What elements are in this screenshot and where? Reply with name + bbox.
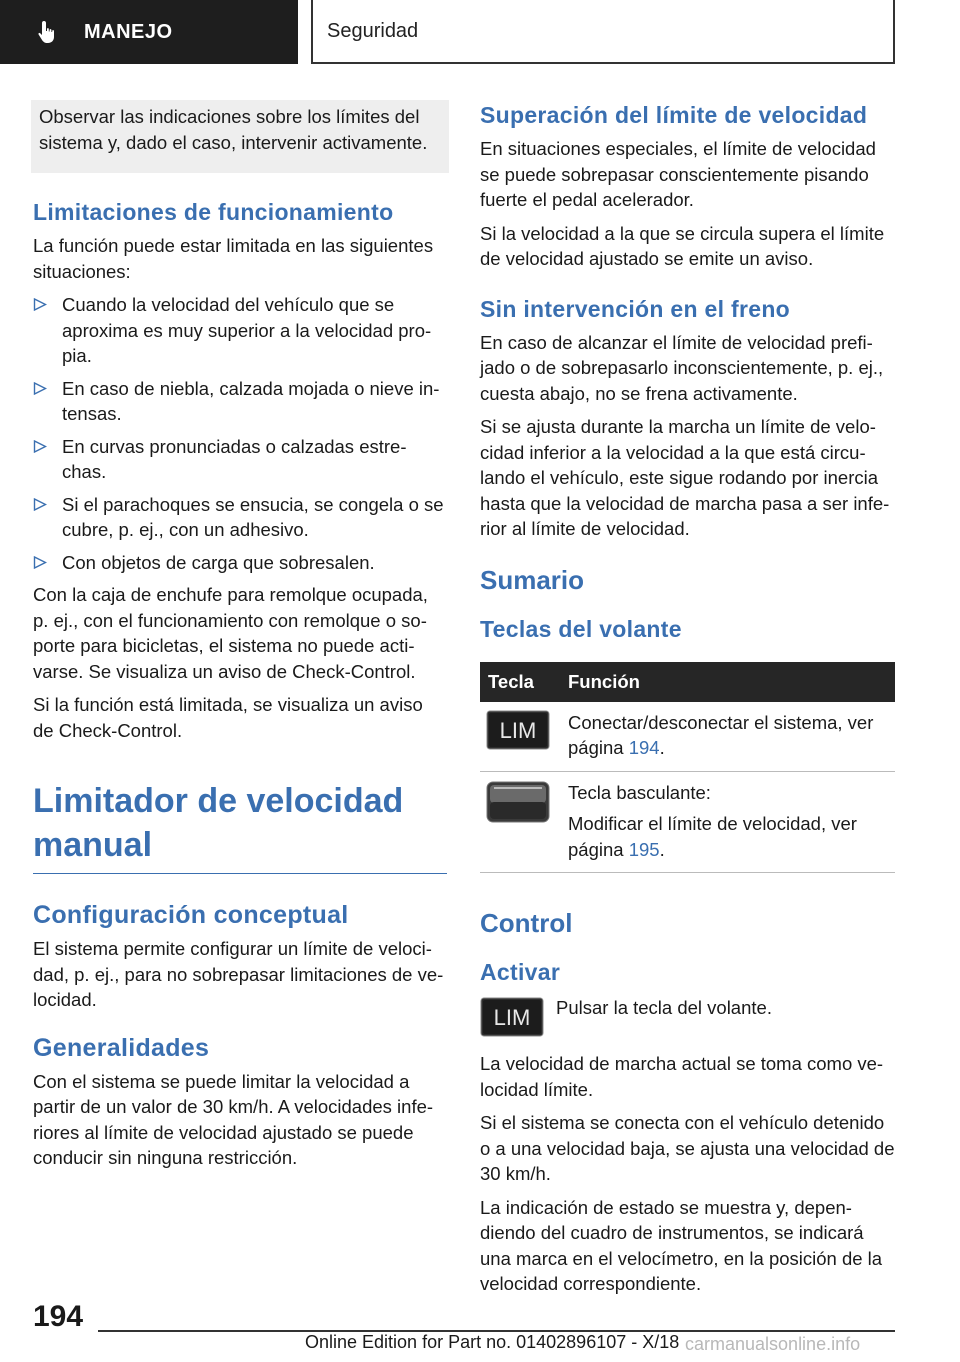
row1-text: Conectar/desconectar el sistema, ver página — [568, 711, 874, 758]
list-item — [33, 492, 447, 543]
exceed-text-2: Si la velocidad a la que se circula supera el límite de velocidad ajustado se emite un aviso. — [480, 222, 885, 269]
summary-heading: Sumario — [480, 564, 585, 595]
control-text-3: La indicación de estado se muestra y, depen-diendo del cuadro de instrumentos, se indicará una marca en el velocímetro, en la posición de la velocidad correspondiente. — [480, 1196, 883, 1294]
watermark: carmanualsonline.info — [685, 1334, 861, 1354]
key-cell — [480, 702, 560, 772]
note-box — [31, 100, 449, 173]
trailer-text: Con la caja de enchufe para remolque ocupada, p. ej., con el funcionamiento con remolque o so-porte para bicicletas, el sistema no puede acti-varse. Se visualiza un aviso de Check-Control. — [33, 584, 428, 682]
hand-pointer-icon — [34, 18, 62, 46]
chapter-label: Seguridad — [327, 19, 419, 42]
exceed-text-1: En situaciones especiales, el límite de velocidad se puede sobrepasar conscientemente pisando fuerte el pedal acelerador. — [480, 138, 876, 210]
col-function-header: Función — [560, 662, 895, 702]
page-link-195[interactable]: 195 — [628, 838, 660, 860]
section-label: MANEJO — [84, 20, 173, 43]
keys-table — [480, 662, 895, 874]
list-item — [33, 550, 447, 576]
function-cell: Conectar/desconectar el sistema, ver página 194. — [560, 702, 895, 772]
page-number: 194 — [33, 1300, 84, 1333]
page-header — [0, 0, 960, 66]
main-heading: Limitador de velocidad manual — [33, 779, 447, 874]
activate-text: Pulsar la tecla del volante. — [556, 997, 772, 1018]
brake-text-2: Si se ajusta durante la marcha un límite de velo-cidad inferior a la velocidad a la que está circu-lando el vehículo, este sigue rodando por inercia hasta que la velocidad de marcha pasa a ser infe-rior al límite de velocidad. — [480, 416, 890, 539]
function-cell: Tecla basculante: Modificar el límite de velocidad, ver página 195. — [560, 771, 895, 873]
row2-text-1: Tecla basculante: — [568, 781, 711, 803]
triangle-right-icon — [33, 298, 47, 311]
section-tab — [0, 0, 298, 64]
limitations-intro: La función puede estar limitada en las siguientes situaciones: — [33, 235, 434, 282]
concept-text: El sistema permite configurar un límite de veloci-dad, p. ej., para no sobrepasar limitaciones de ve-locidad. — [33, 938, 444, 1010]
limited-text: Si la función está limitada, se visualiza un aviso de Check-Control. — [33, 694, 423, 741]
col-key-header: Tecla — [480, 662, 560, 702]
limitations-list — [33, 292, 447, 575]
list-item — [33, 434, 447, 485]
brake-heading: Sin intervención en el freno — [480, 295, 791, 322]
right-column — [480, 100, 895, 1305]
chapter-tab — [311, 0, 895, 64]
triangle-right-icon — [33, 382, 47, 395]
rocker-switch-icon — [486, 780, 550, 824]
keys-heading: Teclas del volante — [480, 615, 682, 642]
list-item-text: Si el parachoques se ensucia, se congela o se cubre, p. ej., con un adhesivo. — [62, 493, 444, 540]
triangle-right-icon — [33, 440, 47, 453]
list-item-text: En caso de niebla, calzada mojada o nieve in-tensas. — [62, 377, 440, 424]
general-text: Con el sistema se puede limitar la velocidad a partir de un valor de 30 km/h. A velocidades infe-riores al límite de velocidad ajustado se puede conducir sin ninguna restricción. — [33, 1070, 434, 1168]
control-text-1: La velocidad de marcha actual se toma como ve-locidad límite. — [480, 1053, 884, 1100]
lim-key-icon — [480, 997, 544, 1037]
control-heading: Control — [480, 908, 573, 938]
left-column — [33, 100, 447, 1179]
brake-text-1: En caso de alcanzar el límite de velocidad prefi-jado o de sobrepasarlo inconscientemente, p. ej., cuesta abajo, no se frena activamente. — [480, 331, 884, 404]
lim-key-label: LIM — [499, 717, 537, 743]
row2-text-2: Modificar el límite de velocidad, ver página — [568, 813, 857, 860]
concept-heading: Configuración conceptual — [33, 901, 349, 929]
list-item-text: Cuando la velocidad del vehículo que se aproxima es muy superior a la velocidad pro-pia. — [62, 294, 432, 366]
control-text-2: Si el sistema se conecta con el vehículo detenido o a una velocidad baja, se ajusta una velocidad de 30 km/h. — [480, 1112, 895, 1184]
table-row — [480, 771, 895, 873]
list-item — [33, 376, 447, 427]
list-item — [33, 292, 447, 369]
note-text: Observar las indicaciones sobre los límites del sistema y, dado el caso, intervenir activamente. — [39, 106, 428, 153]
triangle-right-icon — [33, 498, 47, 511]
page-link-194[interactable]: 194 — [628, 737, 660, 758]
exceed-heading: Superación del límite de velocidad — [480, 102, 868, 128]
activate-row — [480, 995, 895, 1037]
table-row — [480, 702, 895, 772]
activate-heading: Activar — [480, 959, 561, 985]
general-heading: Generalidades — [33, 1033, 210, 1062]
lim-key-icon — [486, 710, 550, 750]
key-cell — [480, 771, 560, 873]
limitations-heading: Limitaciones de funcionamiento — [33, 199, 394, 225]
list-item-text: Con objetos de carga que sobresalen. — [62, 551, 375, 573]
activate-key-label: LIM — [493, 1005, 531, 1030]
list-item-text: En curvas pronunciadas o calzadas estre-chas. — [62, 435, 407, 482]
triangle-right-icon — [33, 556, 47, 569]
edition-text: Online Edition for Part no. 01402896107 - X/18 — [305, 1332, 680, 1352]
table-header-row — [480, 662, 895, 702]
